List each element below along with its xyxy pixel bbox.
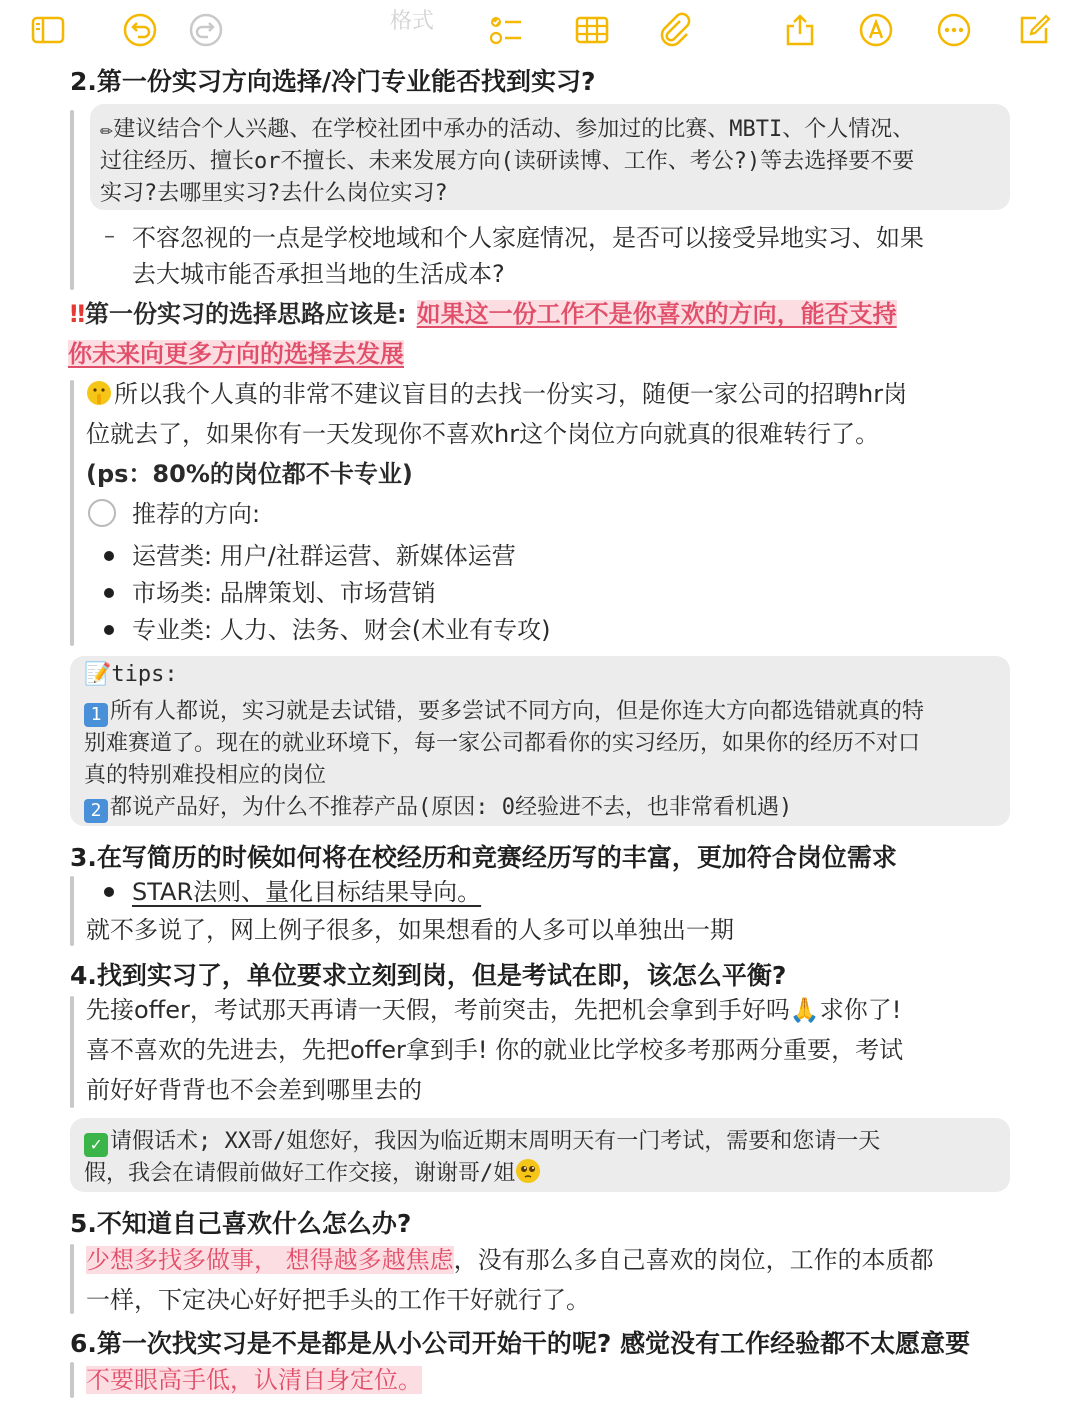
key-highlight: 如果这一份工作不是你喜欢的方向，能否支持 (416, 300, 897, 328)
tips-line: 别难赛道了。现在的就业环境下，每一家公司都看你的实习经历，如果你的经历不对口 (84, 731, 921, 756)
quote-bar (70, 876, 74, 946)
q4-line: 喜不喜欢的先进去，先把offer拿到手! 你的就业比学校多考那两分重要，考试 (86, 1036, 904, 1064)
list-item: 专业类: 人力、法务、财会(术业有专攻) (132, 616, 551, 644)
q3-note: 就不多说了，网上例子很多，如果想看的人多可以单独出一期 (86, 916, 734, 944)
dash-line: 不容忽视的一点是学校地域和个人家庭情况，是否可以接受异地实习、如果 (132, 224, 924, 252)
quote-bar (70, 1244, 74, 1314)
bullet-dot (104, 588, 114, 598)
star-method-link[interactable]: STAR法则、量化目标结果导向。 (132, 878, 482, 906)
q4-line-suffix: 求你了! (819, 996, 902, 1024)
quote-bar (70, 110, 74, 290)
leave-script-line: 请假话术; XX哥/姐您好，我因为临近期末周明天有一门考试，需要和您请一天 (110, 1129, 881, 1154)
bullet-dot (104, 887, 114, 897)
key-highlight: 你未来向更多方向的选择去发展 (68, 340, 404, 368)
pleading-face-icon (515, 1158, 541, 1184)
section-heading-q2: 2.第一份实习方向选择/冷门专业能否找到实习? (70, 67, 596, 96)
key-prefix: 第一份实习的选择思路应该是: (85, 300, 407, 328)
box-line: 过往经历、擅长or不擅长、未来发展方向(读研读博、工作、考公?)等去选择要不要 (100, 149, 915, 174)
box-line: 实习?去哪里实习?去什么岗位实习? (100, 181, 448, 206)
leave-script-line: 假，我会在请假前做好工作交接，谢谢哥/姐 (84, 1161, 516, 1186)
undo-icon[interactable] (120, 10, 160, 50)
shush-face-icon (86, 380, 112, 406)
table-icon[interactable] (572, 10, 612, 50)
q5-highlight: 少想多找多做事， 想得越多越焦虑 (86, 1246, 454, 1274)
leave-script-box (70, 1118, 1010, 1192)
advice-line: 位就去了，如果你有一天发现你不喜欢hr这个岗位方向就真的很难转行了。 (86, 420, 880, 448)
advice-line: 所以我个人真的非常不建议盲目的去找一份实习，随便一家公司的招聘hr岗 (114, 380, 908, 408)
checklist-circle[interactable] (88, 499, 116, 527)
redo-icon[interactable] (186, 10, 226, 50)
q4-line: 先接offer，考试那天再请一天假，考前突击，先把机会拿到手好吗 (86, 996, 790, 1024)
double-exclamation-icon: ‼ (70, 300, 86, 328)
callout-box (90, 104, 1010, 210)
folded-hands-icon: 🙏 (789, 996, 820, 1024)
compose-icon[interactable] (1014, 10, 1054, 50)
q4-line: 前好好背背也不会差到哪里去的 (86, 1076, 422, 1104)
sidebar-icon[interactable] (28, 10, 68, 50)
section-heading-q4: 4.找到实习了，单位要求立刻到岗，但是考试在即，该怎么平衡? (70, 961, 787, 990)
markup-icon[interactable] (856, 10, 896, 50)
list-item: 运营类: 用户/社群运营、新媒体运营 (132, 542, 516, 570)
attachment-icon[interactable] (654, 10, 694, 50)
quote-bar (70, 996, 74, 1108)
tips-line: 所有人都说，实习就是去试错，要多尝试不同方向，但是你连大方向都选错就真的特 (110, 699, 925, 724)
q6-highlight: 不要眼高手低，认清自身定位。 (86, 1366, 422, 1394)
quote-bar (70, 380, 74, 646)
toolbar-ghost-text: 格式 (390, 9, 435, 34)
box-line: 建议结合个人兴趣、在学校社团中承办的活动、参加过的比赛、MBTI、个人情况、 (113, 117, 915, 142)
bullet-dot (104, 625, 114, 635)
q5-text: ，没有那么多自己喜欢的岗位，工作的本质都 (453, 1246, 934, 1274)
keycap-two-icon: 2 (84, 799, 108, 823)
memo-icon: 📝 (84, 662, 112, 687)
tips-line: 都说产品好，为什么不推荐产品(原因: 0经验进不去，也非常看机遇) (110, 795, 793, 820)
more-icon[interactable] (934, 10, 974, 50)
bullet-dot (104, 551, 114, 561)
list-item: 市场类: 品牌策划、市场营销 (132, 579, 436, 607)
tips-box (70, 656, 1010, 826)
dash-line: 去大城市能否承担当地的生活成本? (132, 260, 505, 288)
tips-title: tips: (111, 662, 178, 687)
check-mark-icon: ✓ (84, 1133, 108, 1157)
quote-bar (70, 1362, 74, 1398)
section-heading-q3: 3.在写简历的时候如何将在校经历和竞赛经历写的丰富，更加符合岗位需求 (70, 843, 897, 872)
toolbar (0, 0, 1080, 62)
pencil-icon: ✏ (100, 117, 114, 142)
tips-line: 真的特别难投相应的岗位 (84, 763, 327, 788)
section-heading-q5: 5.不知道自己喜欢什么怎么办? (70, 1209, 412, 1238)
recommend-label: 推荐的方向: (132, 500, 261, 528)
q5-text: 一样，下定决心好好把手头的工作干好就行了。 (86, 1286, 590, 1314)
section-heading-q6: 6.第一次找实习是不是都是从小公司开始干的呢? 感觉没有工作经验都不太愿意要 (70, 1329, 971, 1358)
share-icon[interactable] (780, 10, 820, 50)
keycap-one-icon: 1 (84, 703, 108, 727)
checklist-icon[interactable] (486, 10, 526, 50)
ps-note: (ps：80%的岗位都不卡专业) (86, 460, 413, 488)
dash-marker: – (104, 224, 115, 249)
